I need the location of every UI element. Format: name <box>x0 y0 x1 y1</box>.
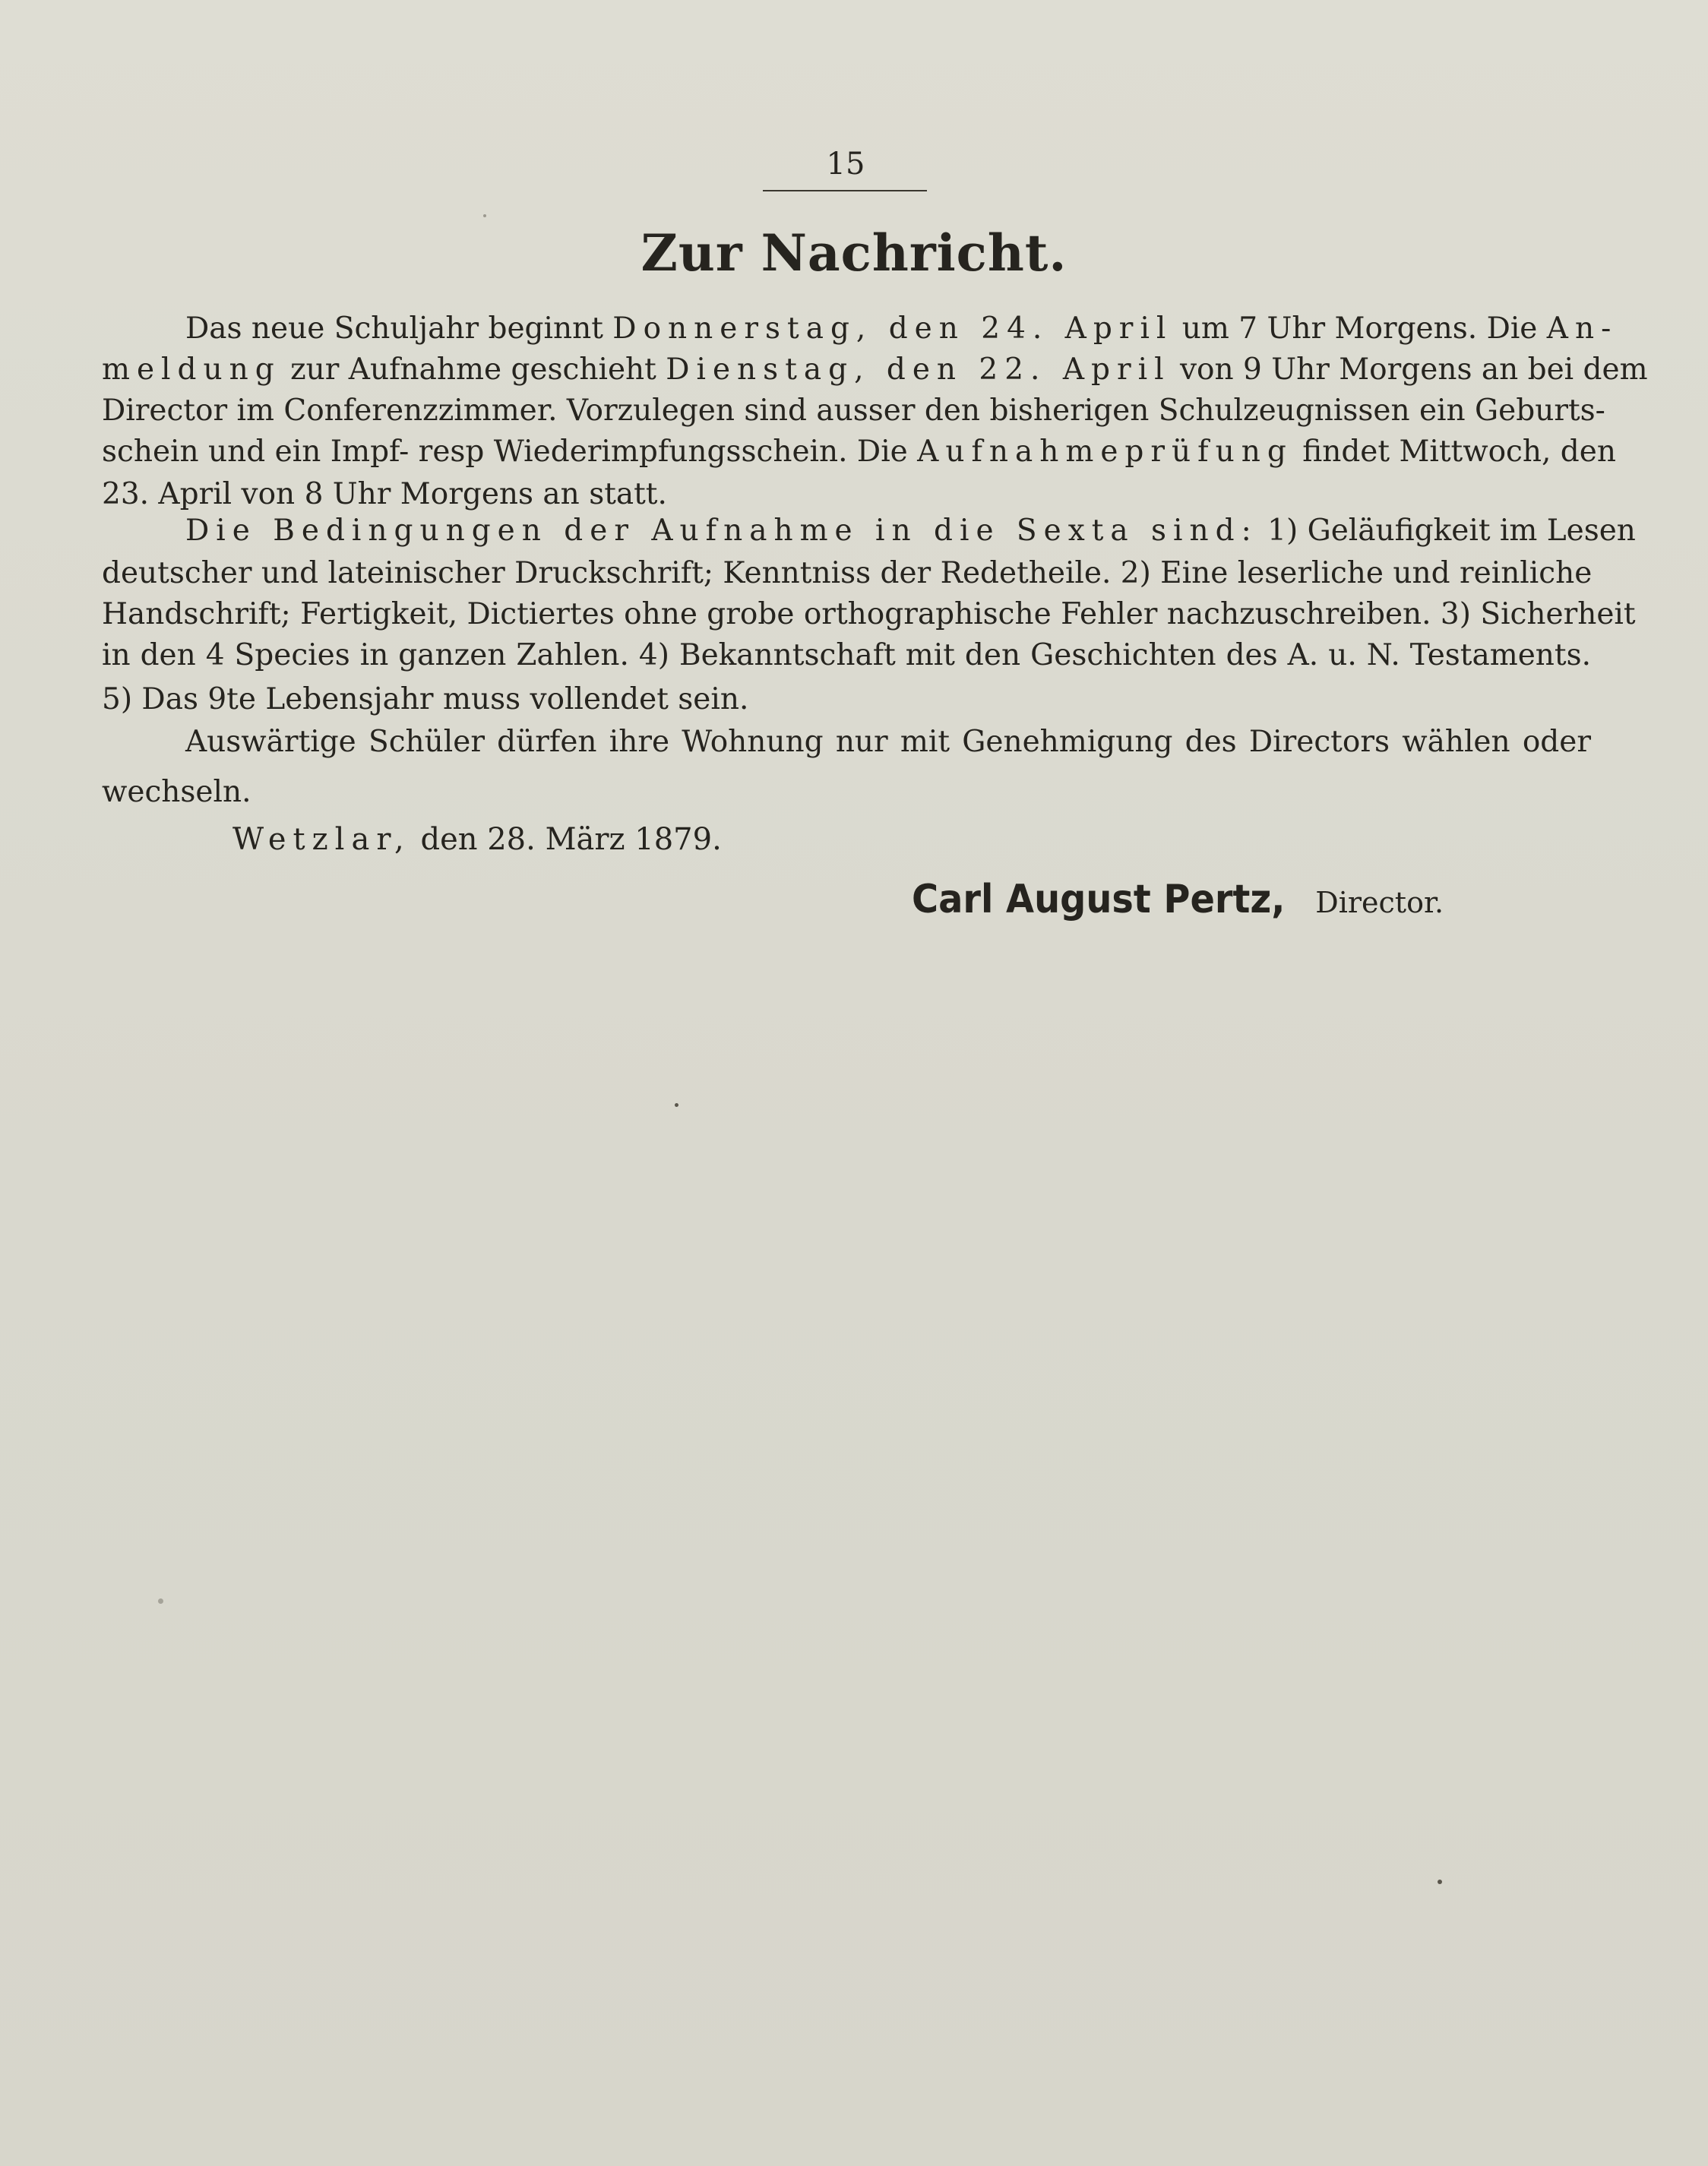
paragraph-1-line-3: Director im Conferenzzimmer. Vorzulegen sind ausser den bisherigen Schulzeugnissen ein Geburts- <box>102 394 1605 428</box>
paragraph-2-line-5: 5) Das 9te Lebensjahr muss vollendet sein. <box>102 682 749 716</box>
paragraph-2-line-2: deutscher und lateinischer Druckschrift; Kenntniss der Redetheile. 2) Eine leserliche und reinliche <box>102 556 1593 590</box>
place: Wetzlar, <box>232 822 411 857</box>
date: den 28. März 1879. <box>410 822 722 857</box>
paragraph-3-line-2: wechseln. <box>102 775 251 809</box>
paragraph-2-line-3: Handschrift; Fertigkeit, Dictiertes ohne grobe orthographische Fehler nachzuschreiben. 3) Sicherheit <box>102 597 1636 631</box>
page-number: 15 <box>826 147 865 182</box>
signature <box>912 872 1444 936</box>
paper-speck <box>675 1103 678 1107</box>
place-and-date <box>232 819 722 860</box>
paragraph-2-line-1: Die Bedingungen der Aufnahme in die Sexta sind: 1) Geläufigkeit im Lesen <box>185 514 1636 548</box>
page-title: Zur Nachricht. <box>640 223 1068 283</box>
paragraph-3-line-1: Auswärtige Schüler dürfen ihre Wohnung nur mit Genehmigung des Directors wählen oder <box>185 725 1591 759</box>
paragraph-1-line-4: schein und ein Impf- resp Wiederimpfungsschein. Die Aufnahmeprüfung findet Mittwoch, den <box>102 435 1616 469</box>
paragraph-1-line-5: 23. April von 8 Uhr Morgens an statt. <box>102 477 667 511</box>
paper-speck <box>1438 1880 1442 1884</box>
paragraph-2-line-4: in den 4 Species in ganzen Zahlen. 4) Bekanntschaft mit den Geschichten des A. u. N. Testaments. <box>102 638 1591 672</box>
paper-speck <box>483 214 486 217</box>
page-number-rule <box>763 190 927 191</box>
signature-name: Carl August Pertz, <box>912 877 1286 922</box>
signature-role: Director. <box>1315 886 1444 919</box>
paragraph-1-line-1: Das neue Schuljahr beginnt Donnerstag, den 24. April um 7 Uhr Morgens. Die An- <box>185 311 1618 346</box>
paragraph-1-line-2: meldung zur Aufnahme geschieht Dienstag, den 22. April von 9 Uhr Morgens an bei dem <box>102 353 1648 387</box>
paper-speck <box>158 1598 163 1604</box>
